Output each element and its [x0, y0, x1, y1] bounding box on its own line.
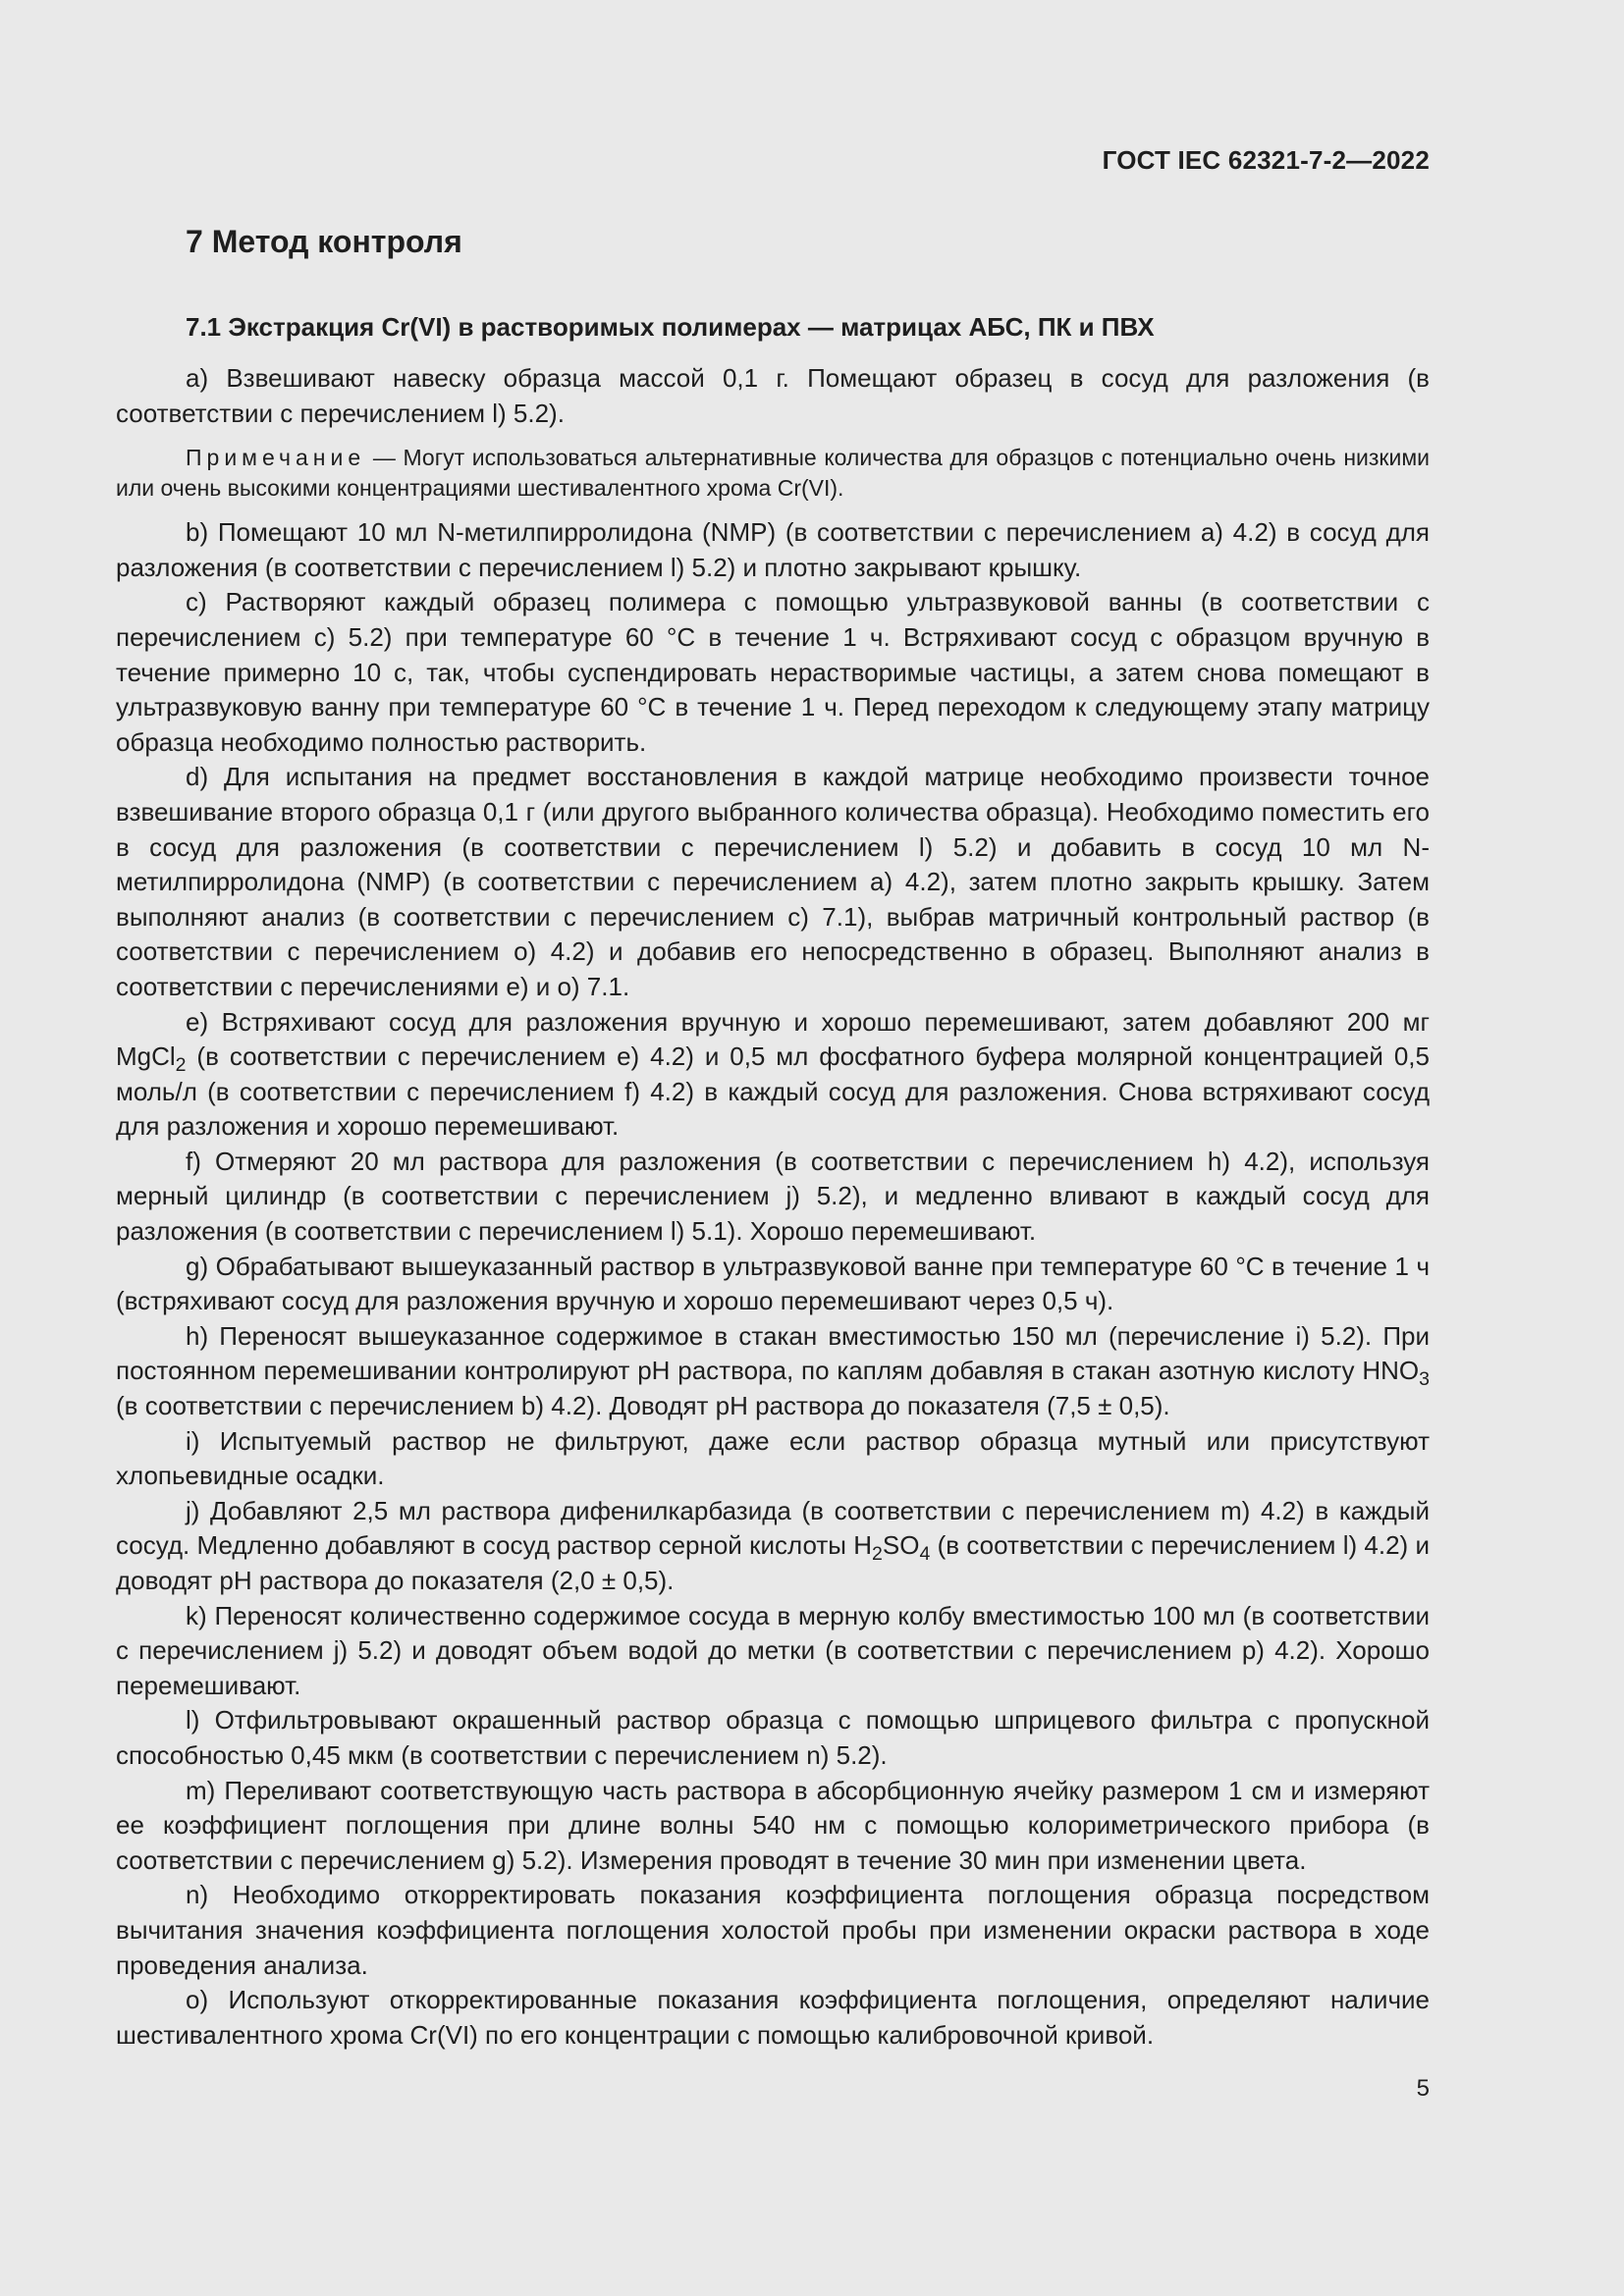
section-title: 7 Метод контроля	[186, 224, 462, 259]
list-item-c: c) Растворяют каждый образец полимера с помощью ультразвуковой ванны (в соответствии с перечислением c) 5.2) при температуре 60 °C в течение 1 ч. Встряхивают сосуд с образцом вручную в течение примерно 10 с, так, чтобы суспендировать нерастворимые частицы, а затем снова помещают в ультразвуковую ванну при температуре 60 °C в течение 1 ч. Перед переходом к следующему этапу матрицу образца необходимо полностью растворить.	[116, 587, 1430, 757]
list-item-k: k) Переносят количественно содержимое сосуда в мерную колбу вместимостью 100 мл (в соответствии с перечислением j) 5.2) и доводят объем водой до метки (в соответствии с перечислением p) 4.2). Хорошо перемешивают.	[116, 1600, 1430, 1700]
list-item-g: g) Обрабатывают вышеуказанный раствор в ультразвуковой ванне при температуре 60 °C в течение 1 ч (встряхивают сосуд для разложения вручную и хорошо перемешивают через 0,5 ч).	[116, 1251, 1430, 1316]
list-item-j-text-2: (в соответствии с перечислением l) 4.2) и доводят pH раствора до показателя (2,0 ± 0,5).	[116, 1530, 1430, 1595]
list-item-j-formula: SO	[882, 1530, 920, 1561]
subscript: 3	[1419, 1368, 1430, 1391]
list-item-h-text-1: h) Переносят вышеуказанное содержимое в стакан вместимостью 150 мл (перечисление i) 5.2). При постоянном перемешивании контролируют pH раствора, по каплям добавляя в стакан азотную кислоту HNO	[116, 1320, 1430, 1386]
subscript: 2	[175, 1053, 187, 1076]
list-item-e-text-1: e) Встряхивают сосуд для разложения вручную и хорошо перемешивают, затем добавляют 200 мг MgCl	[116, 1006, 1430, 1072]
list-item-f: f) Отмеряют 20 мл раствора для разложения (в соответствии с перечислением h) 4.2), используя мерный цилиндр (в соответствии с перечислением j) 5.2), и медленно вливают в каждый сосуд для разложения (в соответствии с перечислением l) 5.1). Хорошо перемешивают.	[116, 1146, 1430, 1247]
note-label: Примечание	[186, 445, 366, 471]
list-item-j-text-1: j) Добавляют 2,5 мл раствора дифенилкарбазида (в соответствии с перечислением m) 4.2) в каждый сосуд. Медленно добавляют в сосуд раствор серной кислоты H	[116, 1495, 1430, 1561]
list-item-o: o) Используют откорректированные показания коэффициента поглощения, определяют наличие шестивалентного хрома Cr(VI) по его концентрации с помощью калибровочной кривой.	[116, 1985, 1430, 2050]
list-item-d: d) Для испытания на предмет восстановления в каждой матрице необходимо произвести точное взвешивание второго образца 0,1 г (или другого выбранного количества образца). Необходимо поместить его в сосуд для разложения (в соответствии с перечислением l) 5.2) и добавить в сосуд 10 мл N-метилпирролидона (NMP) (в соответствии с перечислением a) 4.2), затем плотно закрыть крышку. Затем выполняют анализ (в соответствии с перечислением c) 7.1), выбрав матричный контрольный раствор (в соответствии с перечислением o) 4.2) и добавив его непосредственно в образец. Выполняют анализ в соответствии с перечислениями e) и o) 7.1.	[116, 762, 1430, 1001]
subscript: 2	[872, 1543, 883, 1566]
note	[116, 443, 1430, 504]
list-item-h	[116, 1319, 1430, 1424]
list-item-h-text-2: (в соответствии с перечислением b) 4.2). Доводят pH раствора до показателя (7,5 ± 0,5).	[116, 1391, 1170, 1421]
subscript: 4	[919, 1543, 931, 1566]
document-body	[116, 361, 1430, 2053]
list-item-m: m) Переливают соответствующую часть раствора в абсорбционную ячейку размером 1 см и измеряют ее коэффициент поглощения при длине волны 540 нм с помощью колориметрического прибора (в соответствии с перечислением g) 5.2). Измерения проводят в течение 30 мин при изменении цвета.	[116, 1775, 1430, 1875]
subsection-title: 7.1 Экстракция Cr(VI) в растворимых полимерах — матрицах АБС, ПК и ПВХ	[186, 312, 1155, 342]
document-identifier: ГОСТ IEC 62321-7-2—2022	[1102, 145, 1430, 175]
list-item-j	[116, 1494, 1430, 1599]
list-item-b: b) Помещают 10 мл N-метилпирролидона (NMP) (в соответствии с перечислением a) 4.2) в сосуд для разложения (в соответствии с перечислением l) 5.2) и плотно закрывают крышку.	[116, 517, 1430, 582]
list-item-i: i) Испытуемый раствор не фильтруют, даже если раствор образца мутный или присутствуют хлопьевидные осадки.	[116, 1425, 1430, 1491]
note-text: — Могут использоваться альтернативные количества для образцов с потенциально очень низкими или очень высокими концентрациями шестивалентного хрома Cr(VI).	[116, 445, 1430, 502]
page-number: 5	[1416, 2075, 1430, 2102]
list-item-e-text-2: (в соответствии с перечислением e) 4.2) и 0,5 мл фосфатного буфера молярной концентрацией 0,5 моль/л (в соответствии с перечислением f) 4.2) в каждый сосуд для разложения. Снова встряхивают сосуд для разложения и хорошо перемешивают.	[116, 1041, 1430, 1142]
list-item-a: a) Взвешивают навеску образца массой 0,1 г. Помещают образец в сосуд для разложения (в соответствии с перечислением l) 5.2).	[116, 363, 1430, 428]
list-item-n: n) Необходимо откорректировать показания коэффициента поглощения образца посредством вычитания значения коэффициента поглощения холостой пробы при изменении окраски раствора в ходе проведения анализа.	[116, 1880, 1430, 1980]
list-item-l: l) Отфильтровывают окрашенный раствор образца с помощью шприцевого фильтра с пропускной способностью 0,45 мкм (в соответствии с перечислением n) 5.2).	[116, 1705, 1430, 1770]
list-item-e	[116, 1005, 1430, 1145]
